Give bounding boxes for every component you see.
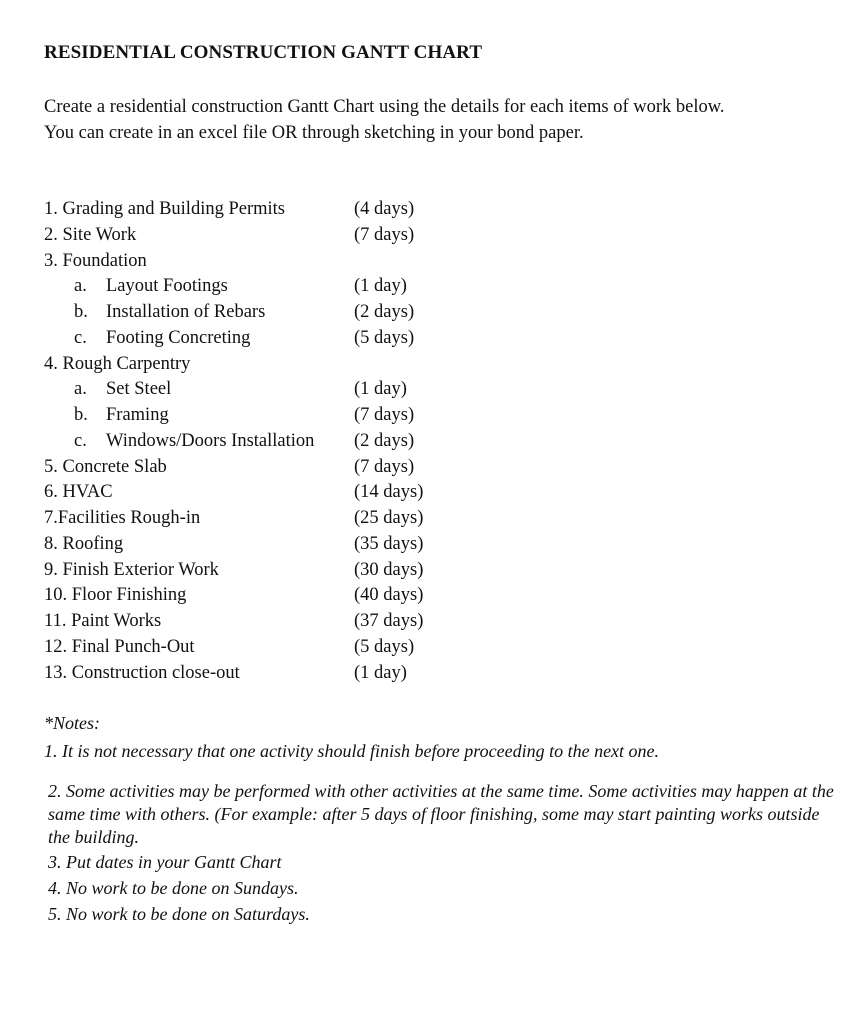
subtask-label: Layout Footings xyxy=(106,276,228,297)
subtask-letter: a. xyxy=(74,379,87,400)
task-name: 5. Concrete Slab xyxy=(44,456,167,477)
task-duration: (1 day) xyxy=(354,276,407,297)
subtask-name xyxy=(74,300,265,326)
task-duration: (1 day) xyxy=(354,379,407,400)
task-duration: (25 days) xyxy=(354,508,424,528)
task-duration: (2 days) xyxy=(354,302,415,322)
notes-section xyxy=(44,710,834,927)
subtask-item xyxy=(44,429,464,455)
task-item xyxy=(44,223,464,249)
task-item xyxy=(44,197,464,223)
task-item xyxy=(44,249,464,275)
task-name: 6. HVAC xyxy=(44,482,113,503)
task-name: 9. Finish Exterior Work xyxy=(44,559,219,580)
task-item xyxy=(44,558,464,584)
subtask-item xyxy=(44,300,464,326)
note-item: 1. It is not necessary that one activity should finish before proceeding to the next one. xyxy=(44,741,660,761)
task-name: 10. Floor Finishing xyxy=(44,585,187,606)
task-name: 2. Site Work xyxy=(44,224,137,245)
task-item xyxy=(44,506,464,532)
subtask-name xyxy=(74,403,169,429)
task-duration: (1 day) xyxy=(354,662,407,683)
subtask-letter: b. xyxy=(74,405,88,425)
subtask-item xyxy=(44,377,464,403)
subtask-item xyxy=(44,274,464,300)
task-duration: (40 days) xyxy=(354,585,424,606)
subtask-item xyxy=(44,403,464,429)
task-duration: (7 days) xyxy=(354,456,415,477)
task-name: 3. Foundation xyxy=(44,250,147,271)
subtask-letter: b. xyxy=(74,302,88,322)
task-item xyxy=(44,609,464,635)
subtask-label: Set Steel xyxy=(106,379,172,400)
task-name: 1. Grading and Building Permits xyxy=(44,199,285,219)
task-duration: (4 days) xyxy=(354,199,415,219)
task-name: 4. Rough Carpentry xyxy=(44,353,191,374)
subtask-name xyxy=(74,377,171,403)
subtask-name xyxy=(74,326,250,352)
task-name: 8. Roofing xyxy=(44,533,124,554)
intro-line: You can create in an excel file OR through sketching in your bond paper. xyxy=(44,123,584,143)
subtask-label: Framing xyxy=(106,405,169,425)
task-item xyxy=(44,635,464,661)
intro-paragraph xyxy=(44,94,725,146)
task-duration: (35 days) xyxy=(354,533,424,554)
task-duration: (5 days) xyxy=(354,636,415,657)
subtask-label: Windows/Doors Installation xyxy=(106,430,315,451)
task-duration: (7 days) xyxy=(354,405,415,425)
task-name: 12. Final Punch-Out xyxy=(44,636,195,657)
note-item: 2. Some activities may be performed with other activities at the same time. Some activities may happen at the same time with others. (For example: after 5 days of floor finishing, some may start painting works outside the building. xyxy=(48,781,834,847)
task-item xyxy=(44,455,464,481)
task-duration: (37 days) xyxy=(354,611,424,631)
task-duration: (14 days) xyxy=(354,482,424,503)
intro-line: Create a residential construction Gantt Chart using the details for each items of work below. xyxy=(44,97,725,117)
note-item: 5. No work to be done on Saturdays. xyxy=(48,904,310,924)
page-title: RESIDENTIAL CONSTRUCTION GANTT CHART xyxy=(44,42,483,63)
task-name: 13. Construction close-out xyxy=(44,662,240,683)
note-item: 3. Put dates in your Gantt Chart xyxy=(48,852,282,872)
subtask-name xyxy=(74,274,228,300)
task-item xyxy=(44,352,464,378)
subtask-letter: c. xyxy=(74,327,87,348)
task-duration: (5 days) xyxy=(354,327,415,348)
subtask-label: Installation of Rebars xyxy=(106,302,266,322)
note-item: 4. No work to be done on Sundays. xyxy=(48,878,299,898)
subtask-letter: c. xyxy=(74,430,87,451)
subtask-label: Footing Concreting xyxy=(106,327,251,348)
subtask-letter: a. xyxy=(74,276,87,297)
task-item xyxy=(44,583,464,609)
task-duration: (2 days) xyxy=(354,430,415,451)
task-list xyxy=(44,197,464,686)
task-item xyxy=(44,532,464,558)
subtask-name xyxy=(74,429,314,455)
subtask-item xyxy=(44,326,464,352)
task-name: 7.Facilities Rough-in xyxy=(44,508,201,528)
task-item xyxy=(44,661,464,687)
task-name: 11. Paint Works xyxy=(44,611,162,631)
notes-heading: *Notes: xyxy=(44,713,100,733)
task-item xyxy=(44,480,464,506)
task-duration: (7 days) xyxy=(354,224,415,245)
task-duration: (30 days) xyxy=(354,559,424,580)
